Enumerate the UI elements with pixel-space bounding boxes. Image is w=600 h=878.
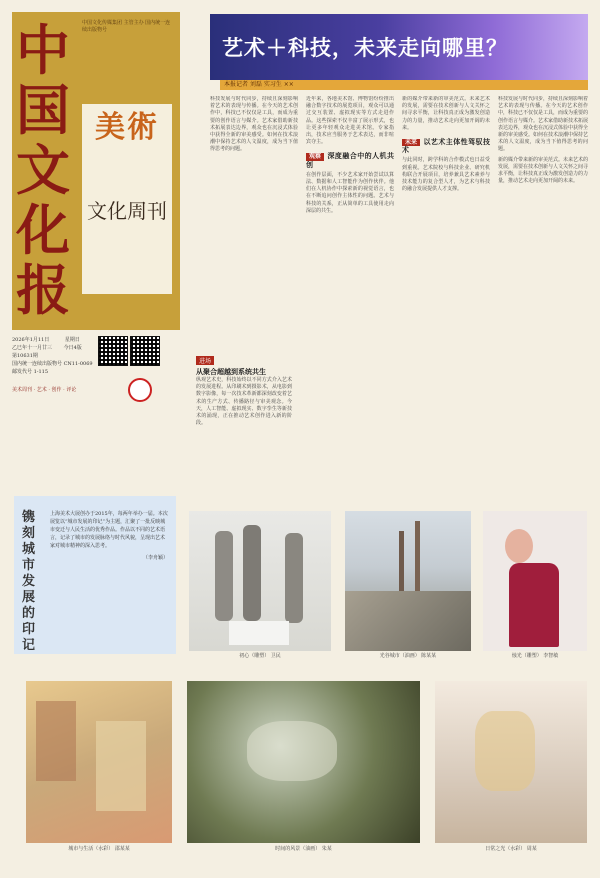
newspaper-title: 中国文化报 — [16, 18, 68, 322]
artwork-watercolor-daily — [435, 681, 587, 843]
subhead-2: 未来 以艺术主体性驾驭技术 — [402, 137, 490, 155]
caption-6: 日常之光（水彩） 周某 — [485, 846, 537, 852]
city-author: （李舟颖） — [142, 555, 168, 561]
issue-weekday: 星期日 — [64, 337, 80, 343]
left-links: 美术周刊 · 艺术 · 创作 · 评论 — [12, 387, 77, 393]
issue-pages: 今日4版 — [63, 345, 82, 351]
issue-lunar: 乙巳年十一月廿三 — [12, 345, 53, 351]
issue-number: 第10631期 — [12, 353, 38, 359]
caption-5: 时间的风景（油画） 朱某 — [275, 846, 332, 852]
weekly-title: 文化周刊 — [87, 199, 167, 223]
article-column-2 — [306, 96, 394, 488]
artwork-sculpture — [189, 511, 331, 651]
city-feature-box — [14, 496, 176, 654]
col3-para: 新的媒介带来新的审美范式。未来艺术的发展，需要在技术创新与人文关怀之间寻求平衡，让科技真正成为激发创造力的力量，推动艺术走向更加开阔的未来。 — [402, 96, 490, 131]
city-title: 镌刻城市发展的印记 — [22, 510, 36, 653]
col2-para: 近年来，各地美术馆、博物馆纷纷推出融合数字技术的展览项目，观众可以通过交互装置、虚拟现实等方式走进作品。这些探索不仅丰富了展示形式，也让更多年轻观众走进美术馆。专家指出，技术应当服务于艺术表达，而非喧宾夺主。 — [306, 96, 394, 146]
article-column-4 — [498, 96, 588, 488]
mini-headline: 从聚合超越到系统共生 — [196, 367, 266, 376]
col4-para-b: 新的媒介带来新的审美范式。未来艺术的发展，需要在技术创新与人文关怀之间寻求平衡，让科技真正成为激发创造力的力量，推动艺术走向更加开阔的未来。 — [498, 156, 588, 185]
caption-1: 初心（雕塑） 卫民 — [239, 653, 281, 659]
masthead-small-text: 中国文化传媒集团 主管主办 国内统一连续出版物号 — [82, 20, 171, 33]
col2-para-b: 在创作层面，不少艺术家开始尝试以算法、数据和人工智能作为创作伙伴。他们在人机协作中探索新的视觉语言，也在不断追问创作主体性的问题。艺术与科技的关系，正从简单的工具使用走向深层的共生。 — [306, 171, 394, 214]
issue-date: 2026年1月11日 — [12, 337, 50, 343]
artwork-figure-sculpture — [483, 511, 587, 651]
left-mini-article — [196, 348, 292, 427]
mini-tag: 进场 — [196, 356, 214, 365]
seal-logo — [128, 378, 152, 402]
issue-postal: 邮发代号 1-115 — [12, 369, 49, 375]
masthead — [12, 12, 180, 330]
caption-3: 烛光（雕塑） 李智敏 — [511, 653, 559, 659]
weekly-box — [82, 104, 172, 294]
issue-cn: 国内统一连续出版物号 CN11-0069 — [12, 361, 93, 367]
feature-title: 艺术＋科技，未来走向哪里？ — [222, 35, 508, 60]
feature-byline: 本报记者 刘磊 实习生 ×× — [220, 80, 588, 90]
subhead-1: 观察 深度融合中的人机共创 — [306, 151, 394, 169]
artwork-city-painting — [345, 511, 471, 651]
col3-para-b: 与此同时，跨学科的合作模式也日益受到重视。艺术院校与科技企业、研究机构联合开展项目，培养兼具艺术素养与技术能力的复合型人才，为艺术与科技的融合发展提供人才支撑。 — [402, 157, 490, 193]
city-text: 上海美术大展创办于2015年，每两年举办一届。本次展览以“城市发展的印记”为主题，汇聚了一批反映城市变迁与人民生活的优秀作品。作品以不同的艺术语言，记录了城市的发展脉络与时代风貌，呈现出艺术家对城市精神的深入思考。 （李舟颖） — [50, 511, 168, 561]
caption-4: 城市与生活（水彩） 邵某某 — [68, 846, 130, 852]
artwork-landscape-painting — [187, 681, 420, 843]
caption-2: 光谷城市（油画） 陈某某 — [379, 653, 437, 659]
article-column-3 — [402, 96, 490, 488]
feature-banner — [210, 14, 588, 80]
artwork-watercolor-street — [26, 681, 172, 843]
mini-paragraph: 纵观艺术史，科技始终以不同方式介入艺术的发展进程。从印刷术到摄影术，从电影到数字影像，每一次技术革新都深刻改变着艺术的生产方式、传播路径与审美观念。今天，人工智能、虚拟现实、数字孪生等新技术的涌现，正在推动艺术创作进入新的阶段。 — [196, 377, 292, 427]
col1-para: 科技发展与时代同步，持续且深刻影响着艺术的表现与传播。在今天的艺术创作中，科技已不仅仅是工具，而成为重要的创作语言与媒介。艺术家借助新技术拓展表达边界，观众也在沉浸式体验中获得全新的审美感受。如何在技术浪潮中保持艺术的人文温度，成为当下值得思考的问题。 — [210, 96, 298, 153]
qr-code-1[interactable] — [98, 336, 128, 366]
meishu-title: 美術 — [95, 110, 159, 145]
article-column-1 — [210, 96, 298, 342]
qr-code-2[interactable] — [130, 336, 160, 366]
col4-para: 科技发展与时代同步，持续且深刻影响着艺术的表现与传播。在今天的艺术创作中，科技已不仅仅是工具，而成为重要的创作语言与媒介。艺术家借助新技术拓展表达边界，观众也在沉浸式体验中获得全新的审美感受。如何在技术浪潮中保持艺术的人文温度，成为当下值得思考的问题。 — [498, 96, 588, 153]
